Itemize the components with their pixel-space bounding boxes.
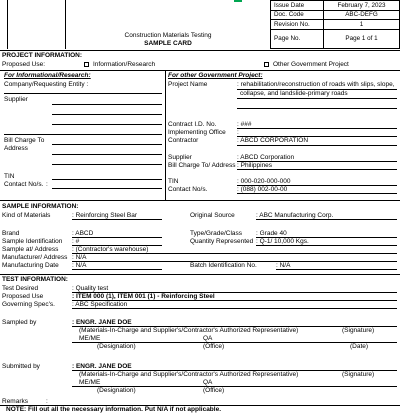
batch-line	[276, 269, 397, 270]
origin-value: : ABC Manufacturing Corp.	[256, 212, 334, 219]
revision-value: 1	[324, 20, 400, 30]
project-name-value-1: : rehabilitation/reconstruction of roads with slips, slope,	[237, 81, 395, 88]
contact-right-line	[237, 193, 397, 194]
project-box-divider	[165, 70, 166, 200]
bill-charge-to-label: Bill Charge To	[4, 137, 45, 144]
government-checkbox[interactable]	[264, 62, 269, 67]
sampled-by-designation-caption: (Designation)	[97, 343, 136, 350]
governing-label: Governing Spec's.	[2, 301, 55, 308]
mfg-date-label: Manufacturing Date	[2, 262, 59, 269]
qty-line	[256, 245, 397, 246]
brand-value: : ABCD	[72, 230, 94, 237]
submitted-by-signature: (Signature)	[342, 371, 375, 378]
address-label: Address	[4, 145, 28, 152]
bill-line-2	[52, 154, 162, 155]
informational-title: For Informational/Research:	[4, 72, 91, 79]
accent-mark	[234, 0, 242, 2]
sampled-by-name: : ENGR. JANE DOE	[72, 319, 132, 326]
sampled-by-date-caption: (Date)	[350, 343, 369, 350]
submitted-by-label: Submitted by	[2, 363, 40, 370]
mfg-date-value: : N/A	[72, 262, 87, 269]
proposed-use-label: Proposed Use:	[2, 61, 45, 68]
header-left-border	[7, 0, 8, 49]
project-box-bottom	[0, 200, 400, 201]
remarks-label: Remarks	[2, 398, 29, 405]
sampled-by-label: Sampled by	[2, 319, 37, 326]
type-label: Type/Grade/Class	[190, 230, 243, 237]
sample-at-line	[72, 253, 397, 254]
tin-right-value: : 000-020-000-000	[237, 178, 291, 185]
manufacturer-label: Manufacturer/ Address	[2, 254, 68, 261]
sample-at-value: : (Contractor's warehouse)	[72, 246, 149, 253]
bill-line-3	[52, 164, 162, 165]
test-desired-value: : Quality test	[72, 285, 109, 292]
revision-label: Revision No.	[271, 20, 324, 30]
page-value: Page 1 of 1	[324, 29, 400, 48]
contractor-label: Contractor	[168, 137, 199, 144]
qty-label: Quantity Represented	[190, 238, 254, 245]
brand-line	[72, 237, 162, 238]
sampled-by-office-caption: (Office)	[203, 343, 225, 350]
contractor-line	[237, 145, 397, 146]
mfg-date-line	[72, 269, 162, 270]
title-line-2: SAMPLE CARD	[144, 40, 192, 47]
bill-line-1	[52, 144, 162, 145]
contract-id-label: Contract I.D. No.	[168, 121, 217, 128]
kind-label: Kind of Materials	[2, 212, 51, 219]
government-option: Other Government Project	[273, 61, 349, 68]
tin-line	[52, 179, 162, 180]
test-proposed-use-value: : ITEM 000 (1), ITEM 001 (1) - Reinforcing Steel	[72, 293, 215, 300]
page-label: Page No.	[271, 29, 324, 48]
project-info-title: PROJECT INFORMATION:	[2, 52, 83, 59]
doc-code-value: ABC-DEFG	[324, 10, 400, 20]
company-label: Company/Requesting Entity :	[4, 81, 89, 88]
qty-value: : Q-1/ 10,000 Kgs.	[256, 238, 309, 245]
contact-colon: :	[46, 181, 48, 188]
supplier-label: Supplier	[4, 96, 28, 103]
contact-label: Contact No/s.	[4, 181, 44, 188]
implementing-office-label: Implementing Office	[168, 129, 226, 136]
contact-right-value: : (088) 002-00-00	[237, 186, 288, 193]
sample-info-title: SAMPLE INFORMATION:	[2, 203, 79, 210]
supplier-line-1	[52, 104, 162, 105]
informational-option: Information/Research	[93, 61, 156, 68]
government-title: For other Government Project:	[168, 72, 263, 79]
governing-value: : ABC Specification	[72, 301, 128, 308]
issue-date-label: Issue Date	[271, 1, 324, 11]
tin-label: TIN	[4, 173, 15, 180]
governing-line	[72, 308, 397, 309]
implementing-office-value: :	[237, 129, 239, 136]
test-proposed-use-label: Proposed Use	[2, 293, 44, 300]
sample-box-bottom	[0, 274, 400, 275]
supplier-right-label: Supplier	[168, 154, 192, 161]
project-box-top	[0, 70, 400, 71]
submitted-by-designation: ME/ME	[79, 379, 101, 386]
origin-label: Original Source	[190, 212, 235, 219]
document-control-table	[270, 0, 400, 49]
header-bottom-rule	[0, 50, 400, 51]
batch-value: : N/A	[276, 262, 291, 269]
kind-value: : Reinforcing Steel Bar	[72, 212, 138, 219]
brand-label: Brand	[2, 230, 20, 237]
issue-date-value: February 7, 2023	[324, 1, 400, 11]
sampled-by-signature: (Signature)	[342, 327, 375, 334]
kind-line	[72, 219, 162, 220]
bill-address-label: Bill Charge To/ Address	[168, 162, 236, 169]
bill-address-line	[237, 169, 397, 170]
title-line-1: Construction Materials Testing	[124, 32, 212, 39]
supplier-right-value: : ABCD Corporation	[237, 154, 295, 161]
sample-at-label: Sample at/ Address	[2, 246, 59, 253]
project-name-value-2: collapse, and landslide-primary roads	[240, 90, 348, 97]
supplier-line-4	[4, 134, 162, 135]
type-value: : Grade 40	[256, 230, 287, 237]
project-name-line-2	[237, 98, 397, 99]
contract-id-value: : ###	[237, 121, 252, 128]
sampled-by-role: (Materials-In-Charge and Supplier's/Contractor's Authorized Representative)	[79, 327, 299, 334]
doc-code-label: Doc. Code	[271, 10, 324, 20]
origin-line	[256, 219, 397, 220]
tin-right-label: TIN	[168, 178, 179, 185]
test-info-title: TEST INFORMATION:	[2, 276, 68, 283]
sample-id-label: Sample Identification	[2, 238, 63, 245]
sampled-by-designation: ME/ME	[79, 335, 101, 342]
bill-address-value: : Philippines	[237, 162, 273, 169]
project-name-line-1	[237, 89, 397, 90]
contact-right-label: Contact No/s.	[168, 186, 208, 193]
submitted-by-office: QA	[203, 379, 213, 386]
supplier-line-3	[52, 124, 162, 125]
manufacturer-value: : N/A	[72, 254, 87, 261]
sampled-by-office: QA	[203, 335, 213, 342]
submitted-by-name: : ENGR. JANE DOE	[72, 363, 132, 370]
company-line-1	[4, 93, 162, 94]
supplier-line-2	[52, 114, 162, 115]
contractor-value: : ABCD CORPORATION	[237, 137, 309, 144]
project-name-label: Project Name	[168, 81, 208, 88]
test-desired-label: Test Desired	[2, 285, 39, 292]
contract-id-line	[237, 128, 397, 129]
remarks-value: :	[46, 398, 48, 405]
submitted-by-office-caption: (Office)	[203, 387, 225, 394]
sample-id-value: : #	[72, 238, 80, 245]
submitted-by-role: (Materials-In-Charge and Supplier's/Contractor's Authorized Representative)	[79, 371, 299, 378]
project-name-line-3	[237, 108, 397, 109]
batch-label: Batch Identification No.	[190, 262, 257, 269]
contact-line	[52, 188, 162, 189]
informational-checkbox[interactable]	[84, 62, 89, 67]
submitted-by-designation-caption: (Designation)	[97, 387, 136, 394]
note-text: NOTE: Fill out all the necessary information. Put N/A if not applicable.	[6, 406, 222, 413]
